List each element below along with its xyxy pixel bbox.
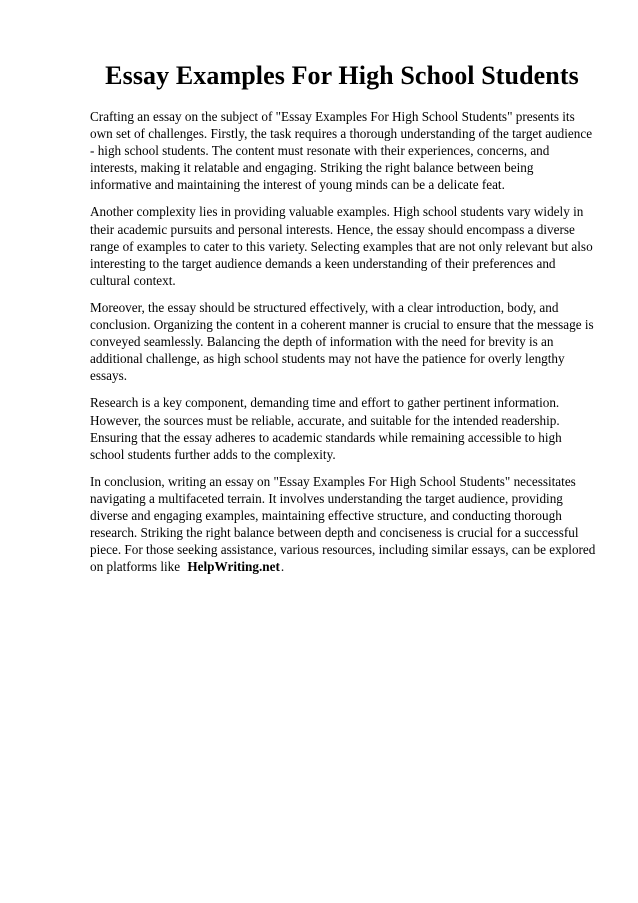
paragraph-examples: Another complexity lies in providing valuable examples. High school students vary widely in their academic pursuits and personal interests. Hence, the essay should encompass a diverse range of examples to cater to this variety. Selecting examples that are not only relevant but also interesting to the target audience demands a keen understanding of their preferences and cultural context.: [90, 204, 593, 288]
paragraph-research: Research is a key component, demanding time and effort to gather pertinent information. However, the sources must be reliable, accurate, and suitable for the intended readership. Ensuring that the essay adheres to academic standards while remaining accessible to high school students further adds to the complexity.: [90, 395, 562, 462]
conclusion-period: .: [280, 559, 285, 575]
document-title: Essay Examples For High School Students: [105, 61, 579, 90]
paragraph-conclusion: [90, 473, 596, 576]
helpwriting-link[interactable]: HelpWriting.net: [187, 559, 280, 575]
paragraph-structure: Moreover, the essay should be structured effectively, with a clear introduction, body, and conclusion. Organizing the content in a coherent manner is crucial to ensure that the message is conveyed seamlessly. Balancing the depth of information with the need for brevity is an additional challenge, as high school students may not have the patience for overly lengthy essays.: [90, 299, 594, 384]
conclusion-text: In conclusion, writing an essay on "Essay Examples For High School Students" necessitates navigating a multifaceted terrain. It involves understanding the target audience, providing diverse and engaging examples, maintaining effective structure, and conducting thorough research. Striking the right balance between depth and conciseness is crucial for a successful piece. For those seeking assistance, various resources, including similar essays, can be explored on platforms like: [90, 473, 596, 575]
paragraph-intro: Crafting an essay on the subject of "Essay Examples For High School Students" presents its own set of challenges. Firstly, the task requires a thorough understanding of the target audience - high school students. The content must resonate with their experiences, concerns, and interests, making it relatable and engaging. Striking the right balance between being informative and maintaining the interest of young minds can be a delicate feat.: [90, 109, 593, 193]
